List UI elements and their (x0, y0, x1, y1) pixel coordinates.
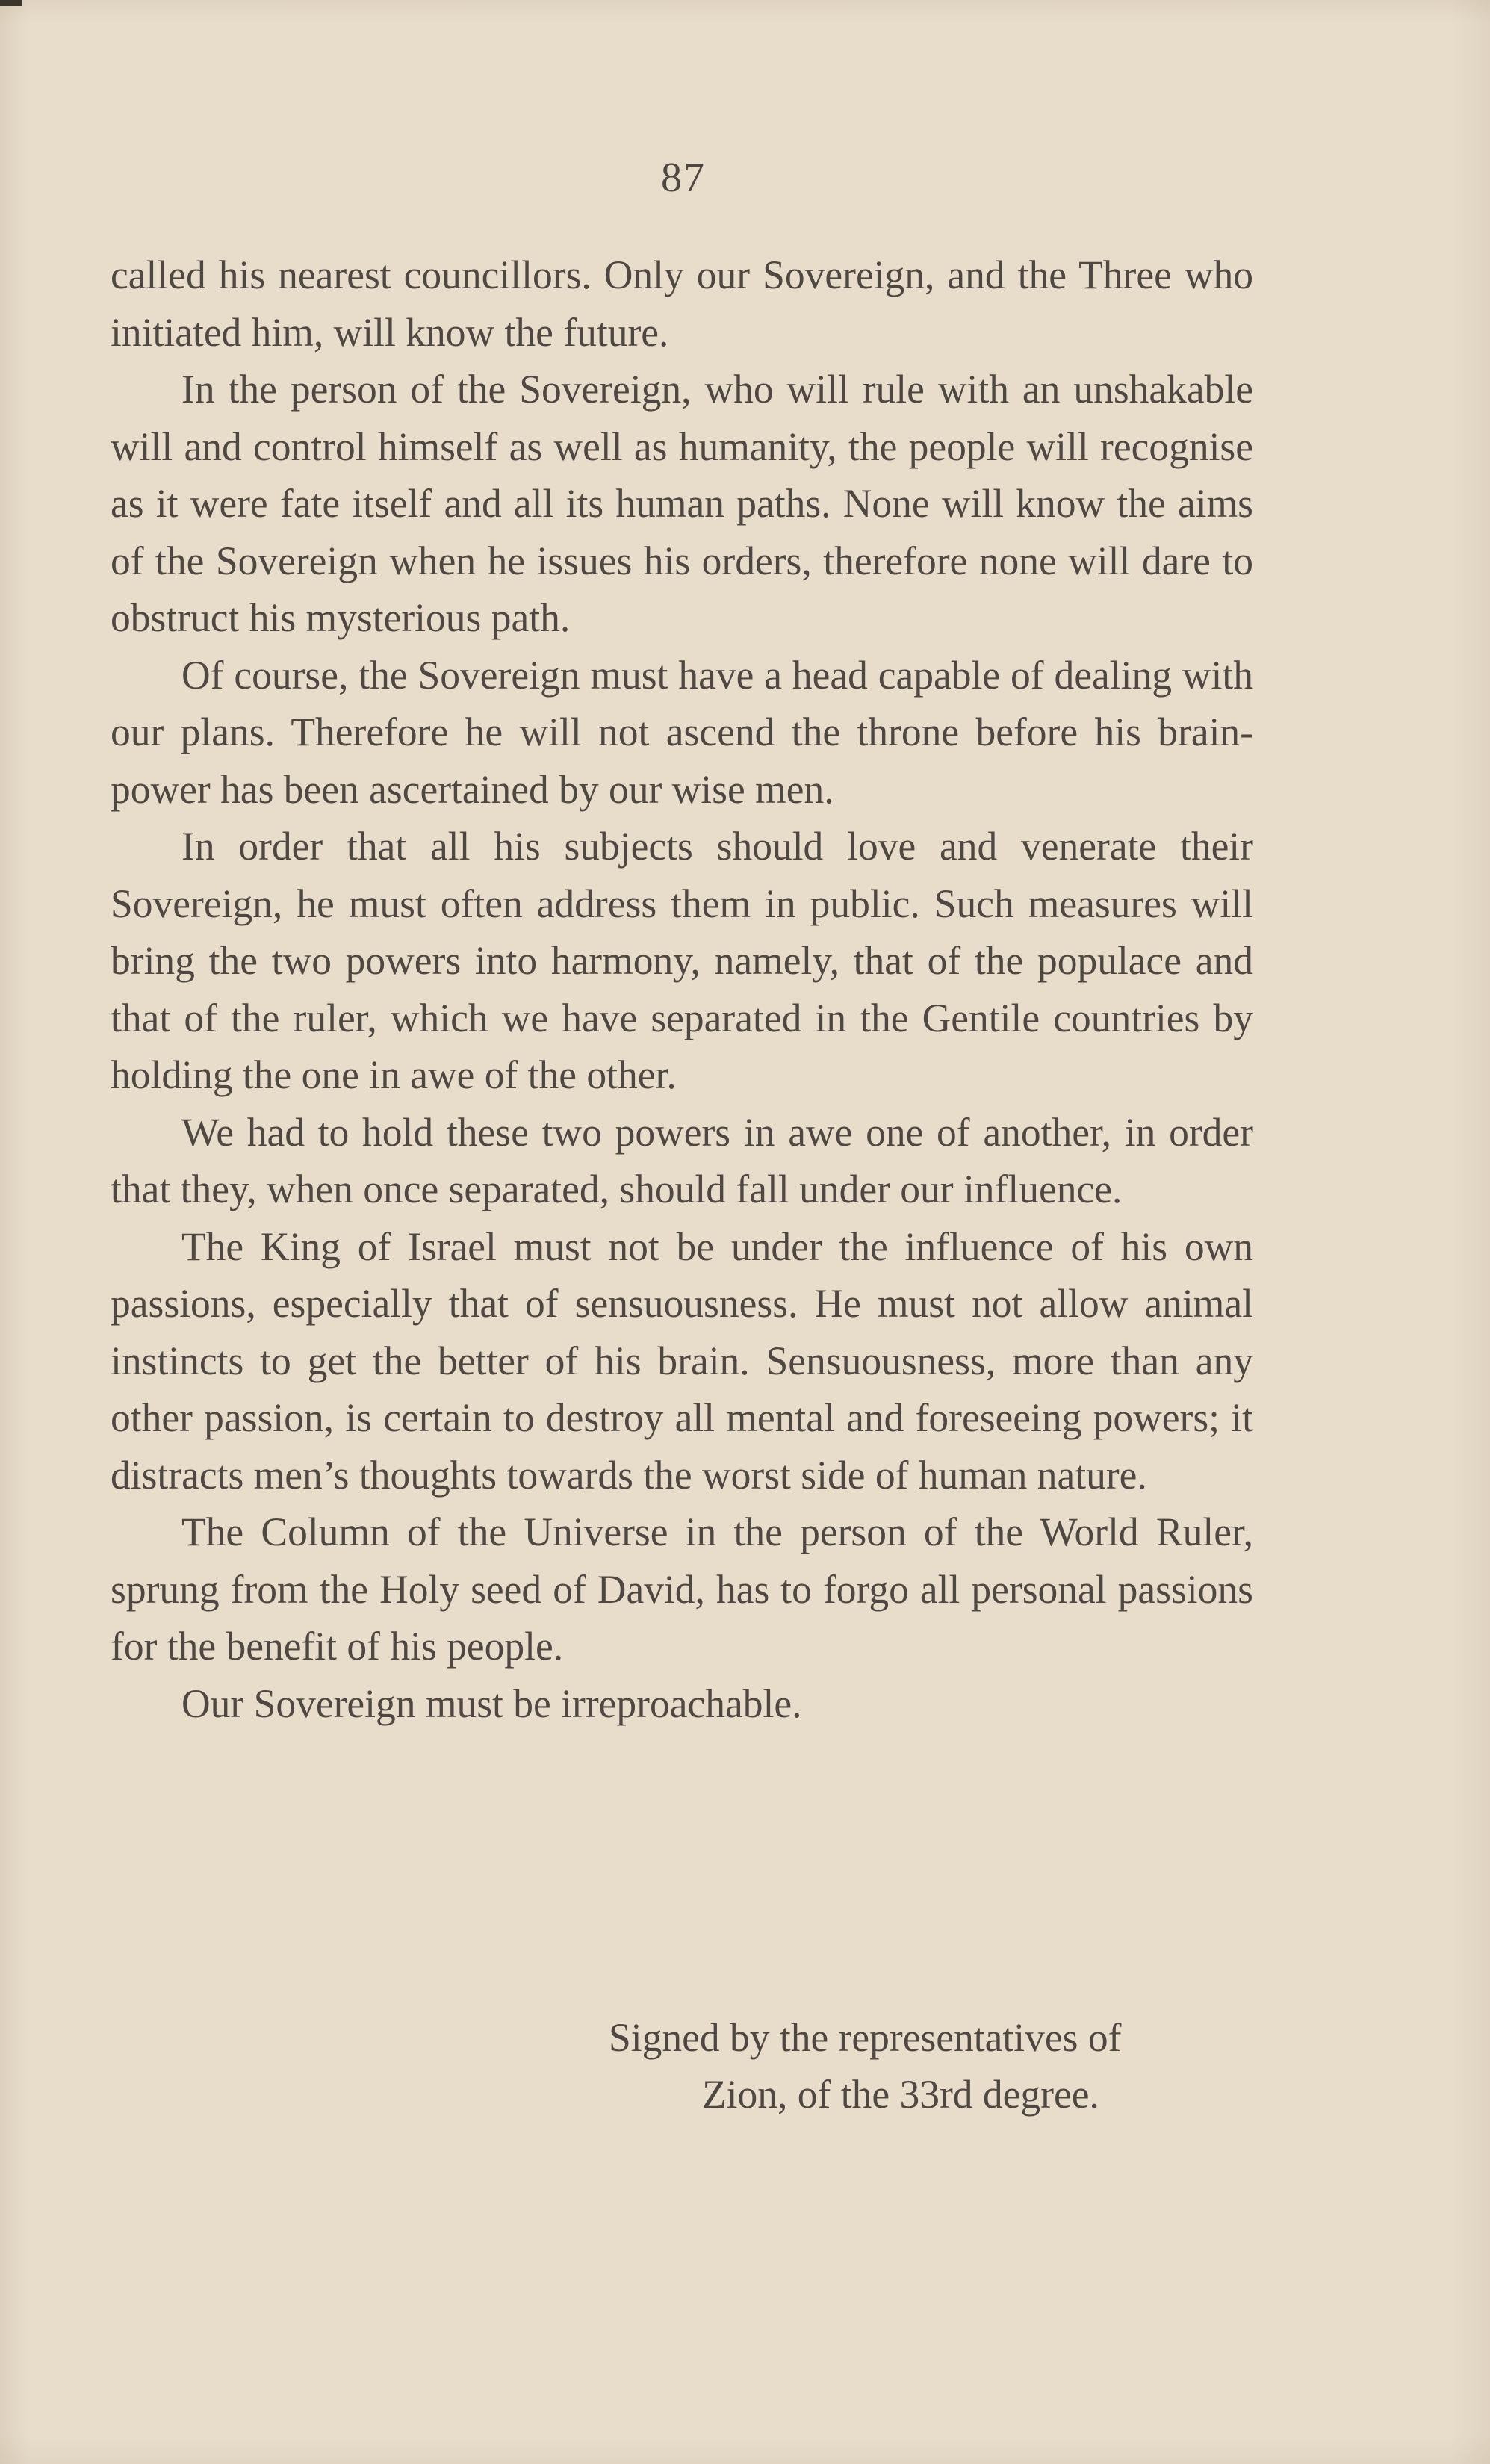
scan-edge-mark (0, 0, 22, 6)
signature-line: Zion, of the 33rd degree. (702, 2072, 1099, 2117)
paragraph: In order that all his subjects should love and venerate their Sovereign, he must often address them in public. Such measures will bring the two powers into harmony, namely, that of the populace and that of the ruler, which we have separated in the Gentile countries by holding the one in awe of the other. (111, 824, 1253, 1097)
body-text (111, 246, 1253, 1732)
paragraph: Our Sovereign must be irreproachable. (181, 1681, 802, 1726)
paragraph: The King of Israel must not be under the influence of his own passions, especially that of sensuousness. He must not allow animal instincts to get the better of his brain. Sensuousness, more than any other passion, is certain to destroy all mental and foreseeing powers; it distracts men’s thoughts towards the worst side of human nature. (111, 1223, 1253, 1498)
page-number: 87 (661, 155, 706, 201)
paragraph: In the person of the Sovereign, who will rule with an unshakable will and control himself as well as humanity, the people will recognise as it were fate itself and all its human paths. None will know the aims of the Sovereign when he issues his orders, therefore none will dare to obstruct his mysterious path. (111, 367, 1253, 640)
paragraph: called his nearest councillors. Only our Sovereign, and the Three who initiated him, will know the future. (111, 252, 1253, 355)
paragraph: The Column of the Universe in the person of the World Ruler, sprung from the Holy seed of David, has to forgo all personal passions for the benefit of his people. (111, 1509, 1253, 1669)
paragraph: We had to hold these two powers in awe one of another, in order that they, when once separated, should fall under our influence. (111, 1109, 1253, 1211)
paragraph: Of course, the Sovereign must have a head capable of dealing with our plans. Therefore he will not ascend the throne before his brain-power has been ascertained by our wise men. (111, 652, 1253, 812)
signature-line: Signed by the representatives of (609, 2015, 1122, 2060)
